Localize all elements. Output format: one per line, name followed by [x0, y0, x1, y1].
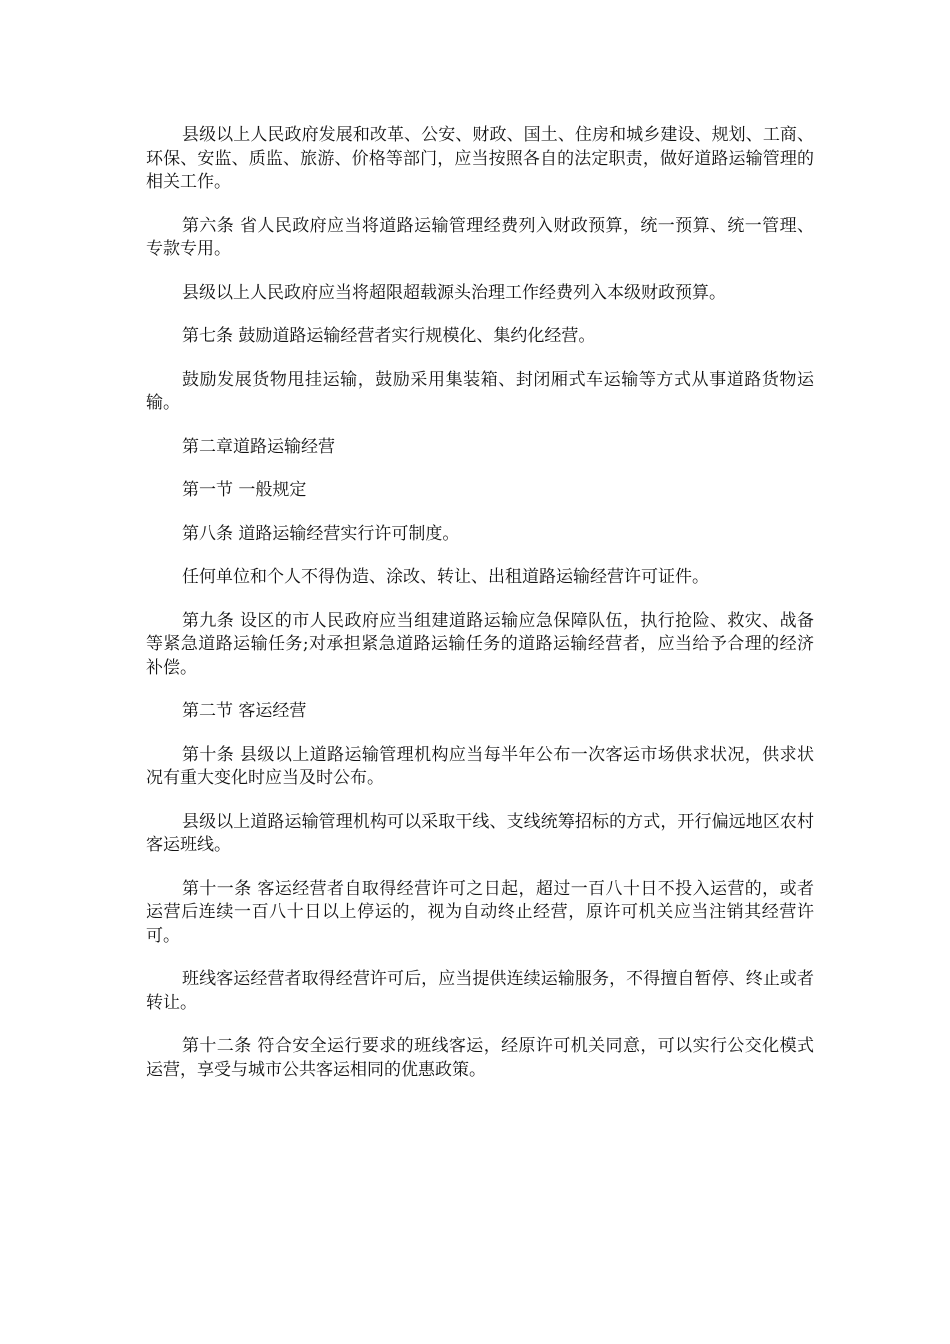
paragraph-license-forgery: 任何单位和个人不得伪造、涂改、转让、出租道路运输经营许可证件。 — [182, 567, 709, 587]
paragraph-article-6: 第六条 省人民政府应当将道路运输管理经费列入财政预算，统一预算、统一管理、专款专用。 — [146, 215, 814, 259]
chapter-heading-2: 第二章道路运输经营 — [182, 436, 335, 457]
paragraph-continuous-service: 班线客运经营者取得经营许可后，应当提供连续运输服务，不得擅自暂停、终止或者转让。 — [146, 969, 814, 1013]
paragraph-rural-bus-lines: 县级以上道路运输管理机构可以采取干线、支线统筹招标的方式，开行偏远地区农村客运班线。 — [146, 811, 814, 855]
paragraph-article-11: 第十一条 客运经营者自取得经营许可之日起，超过一百八十日不投入运营的，或者运营后连续一百八十日以上停运的，视为自动终止经营，原许可机关应当注销其经营许可。 — [146, 878, 814, 946]
paragraph-county-departments: 县级以上人民政府发展和改革、公安、财政、国土、住房和城乡建设、规划、工商、环保、安监、质监、旅游、价格等部门，应当按照各自的法定职责，做好道路运输管理的相关工作。 — [146, 125, 814, 192]
document-body — [146, 124, 814, 1102]
paragraph-article-8: 第八条 道路运输经营实行许可制度。 — [182, 523, 460, 544]
paragraph-overload-budget: 县级以上人民政府应当将超限超载源头治理工作经费列入本级财政预算。 — [182, 282, 726, 303]
section-heading-1: 第一节 一般规定 — [182, 480, 307, 500]
paragraph-article-9: 第九条 设区的市人民政府应当组建道路运输应急保障队伍，执行抢险、救灾、战备等紧急道路运输任务;对承担紧急道路运输任务的道路运输经营者，应当给予合理的经济补偿。 — [146, 610, 814, 678]
paragraph-freight-encouragement: 鼓励发展货物甩挂运输，鼓励采用集装箱、封闭厢式车运输等方式从事道路货物运输。 — [146, 369, 814, 413]
paragraph-article-10: 第十条 县级以上道路运输管理机构应当每半年公布一次客运市场供求状况，供求状况有重大变化时应当及时公布。 — [146, 744, 814, 788]
paragraph-article-12: 第十二条 符合安全运行要求的班线客运，经原许可机关同意，可以实行公交化模式运营，享受与城市公共客运相同的优惠政策。 — [146, 1036, 814, 1080]
paragraph-article-7: 第七条 鼓励道路运输经营者实行规模化、集约化经营。 — [182, 326, 596, 346]
section-heading-2: 第二节 客运经营 — [182, 701, 307, 721]
